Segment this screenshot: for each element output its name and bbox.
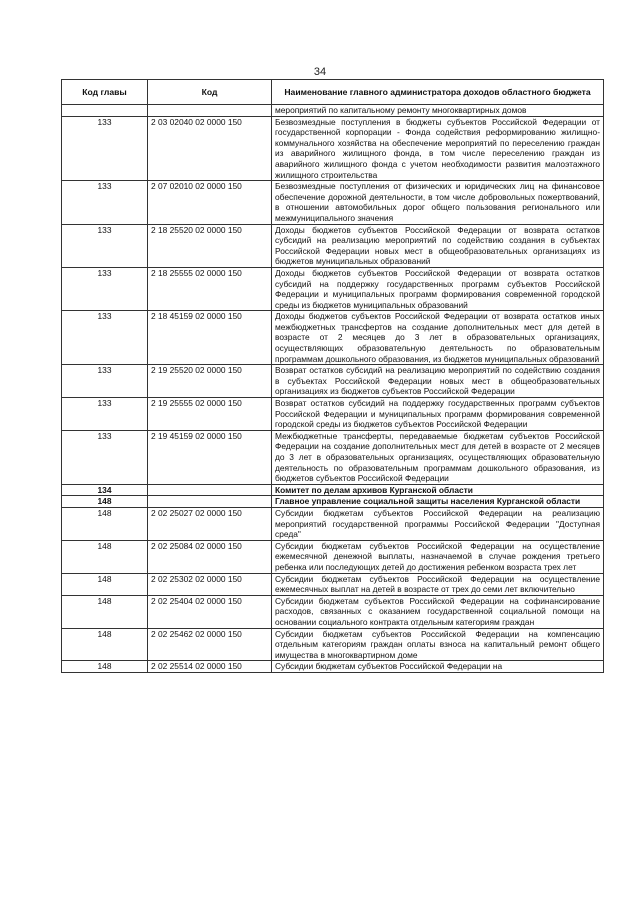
chapter-code-cell: 133	[62, 116, 148, 181]
chapter-code-cell: 148	[62, 540, 148, 573]
revenue-administrators-table	[61, 79, 604, 673]
name-cell: Доходы бюджетов субъектов Российской Федерации от возврата остатков иных межбюджетных трансфертов на создание дополнительных мест для детей в возрасте от 2 месяцев до 3 лет в образовательных организациях, осуществляющих образовательную деятельность по образовательным программам дошкольного образования, из бюджетов муниципальных образований	[272, 311, 604, 365]
code-cell	[148, 496, 272, 508]
name-cell: Возврат остатков субсидий на поддержку государственных программ субъектов Российской Федерации и муниципальных программ формирования современной городской среды из бюджетов субъектов Российской Федерации	[272, 398, 604, 431]
table-row	[62, 398, 604, 431]
chapter-code-cell: 133	[62, 181, 148, 224]
code-cell: 2 18 25520 02 0000 150	[148, 224, 272, 267]
name-cell: Межбюджетные трансферты, передаваемые бюджетам субъектов Российской Федерации на создание дополнительных мест для детей в возрасте от 2 месяцев до 3 лет в образовательных организациях, осуществляющих образовательную деятельность по образовательным программам дошкольного образования, из бюджетов субъектов Российской Федерации	[272, 430, 604, 484]
table-row	[62, 484, 604, 496]
code-cell: 2 18 45159 02 0000 150	[148, 311, 272, 365]
chapter-code-cell: 133	[62, 224, 148, 267]
header-code: Код	[148, 80, 272, 105]
table-row	[62, 540, 604, 573]
code-cell: 2 02 25302 02 0000 150	[148, 573, 272, 595]
chapter-code-cell: 148	[62, 573, 148, 595]
chapter-code-cell: 133	[62, 430, 148, 484]
name-cell: Доходы бюджетов субъектов Российской Федерации от возврата остатков субсидий на поддержку государственных программ субъектов Российской Федерации и муниципальных программ формирования современной городской среды из бюджетов муниципальных образований	[272, 267, 604, 310]
name-cell: Комитет по делам архивов Курганской области	[272, 484, 604, 496]
code-cell: 2 07 02010 02 0000 150	[148, 181, 272, 224]
chapter-code-cell: 133	[62, 311, 148, 365]
chapter-code-cell: 148	[62, 595, 148, 628]
table-row	[62, 507, 604, 540]
name-cell: Безвозмездные поступления от физических и юридических лиц на финансовое обеспечение дорожной деятельности, в том числе добровольных пожертвований, в отношении автомобильных дорог общего пользования регионального или межмуниципального значения	[272, 181, 604, 224]
code-cell: 2 02 25462 02 0000 150	[148, 628, 272, 661]
table-row	[62, 661, 604, 673]
table-row	[62, 267, 604, 310]
table-body	[62, 105, 604, 673]
code-cell: 2 18 25555 02 0000 150	[148, 267, 272, 310]
name-cell: Главное управление социальной защиты населения Курганской области	[272, 496, 604, 508]
chapter-code-cell: 148	[62, 661, 148, 673]
code-cell: 2 19 45159 02 0000 150	[148, 430, 272, 484]
page-number: 34	[313, 66, 327, 78]
table-row	[62, 116, 604, 181]
chapter-code-cell: 133	[62, 398, 148, 431]
name-cell: Субсидии бюджетам субъектов Российской Федерации на	[272, 661, 604, 673]
code-cell: 2 02 25084 02 0000 150	[148, 540, 272, 573]
code-cell: 2 19 25555 02 0000 150	[148, 398, 272, 431]
table-header-row	[62, 80, 604, 105]
chapter-code-cell: 133	[62, 365, 148, 398]
table-row	[62, 224, 604, 267]
code-cell	[148, 484, 272, 496]
chapter-code-cell	[62, 105, 148, 117]
name-cell: Возврат остатков субсидий на реализацию мероприятий по содействию создания в субъектах Российской Федерации новых мест в общеобразовательных организациях из бюджетов субъектов Российской Федерации	[272, 365, 604, 398]
code-cell: 2 02 25514 02 0000 150	[148, 661, 272, 673]
name-cell: мероприятий по капитальному ремонту многоквартирных домов	[272, 105, 604, 117]
code-cell: 2 02 25404 02 0000 150	[148, 595, 272, 628]
name-cell: Субсидии бюджетам субъектов Российской Федерации на осуществление ежемесячных выплат на детей в возрасте от трех до семи лет включительно	[272, 573, 604, 595]
table-row	[62, 105, 604, 117]
name-cell: Субсидии бюджетам субъектов Российской Федерации на осуществление ежемесячной денежной выплаты, назначаемой в случае рождения третьего ребенка или последующих детей до достижения ребенком возраста трех лет	[272, 540, 604, 573]
table-row	[62, 595, 604, 628]
chapter-code-cell: 148	[62, 628, 148, 661]
code-cell	[148, 105, 272, 117]
header-chapter-code: Код главы	[62, 80, 148, 105]
name-cell: Безвозмездные поступления в бюджеты субъектов Российской Федерации от государственной корпорации - Фонда содействия реформированию жилищно-коммунального хозяйства на обеспечение мероприятий по переселению граждан из аварийного жилищного фонда, в том числе переселению граждан из аварийного жилищного фонда с учетом необходимости развития малоэтажного жилищного строительства	[272, 116, 604, 181]
table-row	[62, 573, 604, 595]
code-cell: 2 02 25027 02 0000 150	[148, 507, 272, 540]
code-cell: 2 19 25520 02 0000 150	[148, 365, 272, 398]
chapter-code-cell: 148	[62, 496, 148, 508]
table-row	[62, 430, 604, 484]
code-cell: 2 03 02040 02 0000 150	[148, 116, 272, 181]
chapter-code-cell: 134	[62, 484, 148, 496]
table-row	[62, 628, 604, 661]
chapter-code-cell: 148	[62, 507, 148, 540]
chapter-code-cell: 133	[62, 267, 148, 310]
name-cell: Доходы бюджетов субъектов Российской Федерации от возврата остатков субсидий на реализацию мероприятий по содействию создания в субъектах Российской Федерации новых мест в общеобразовательных организациях из бюджетов муниципальных образований	[272, 224, 604, 267]
name-cell: Субсидии бюджетам субъектов Российской Федерации на софинансирование расходов, связанных с оказанием государственной социальной помощи на основании социального контракта отдельным категориям граждан	[272, 595, 604, 628]
table-row	[62, 365, 604, 398]
table-row	[62, 311, 604, 365]
table-row	[62, 496, 604, 508]
name-cell: Субсидии бюджетам субъектов Российской Федерации на компенсацию отдельным категориям граждан оплаты взноса на капитальный ремонт общего имущества в многоквартирном доме	[272, 628, 604, 661]
name-cell: Субсидии бюджетам субъектов Российской Федерации на реализацию мероприятий государственной программы Российской Федерации "Доступная среда"	[272, 507, 604, 540]
table-row	[62, 181, 604, 224]
header-administrator-name: Наименование главного администратора доходов областного бюджета	[272, 80, 604, 105]
